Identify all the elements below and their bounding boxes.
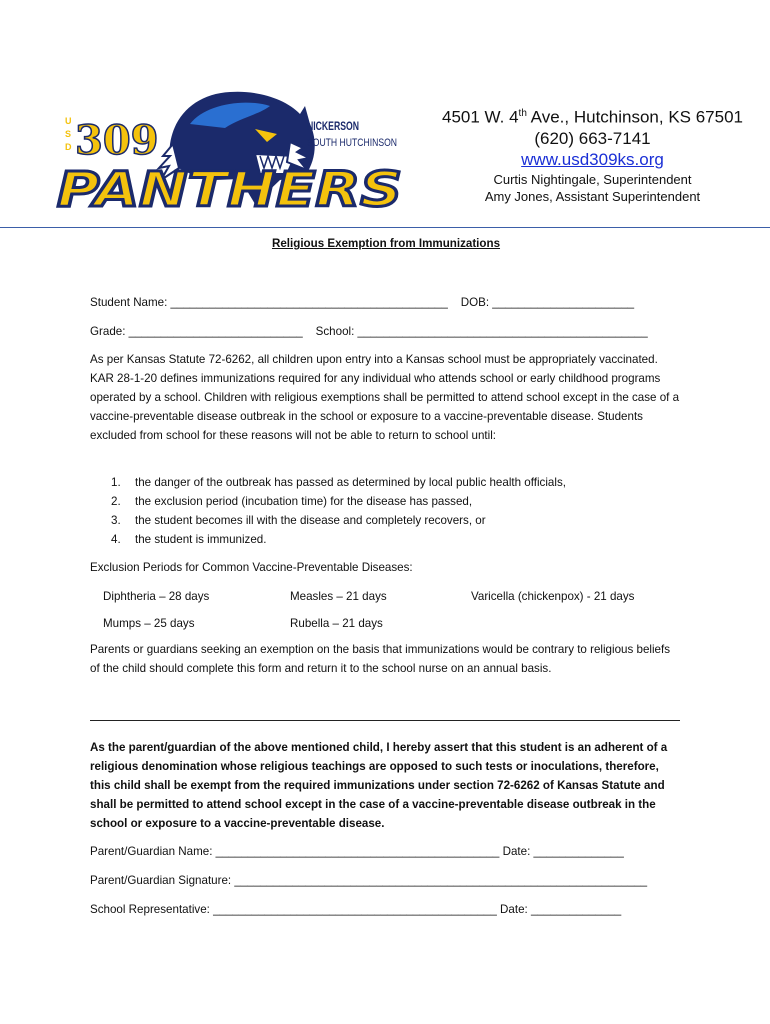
guardian-name-date-field[interactable]: Parent/Guardian Name: ____________________________________________ Date: ______________: [90, 845, 624, 858]
logo-team-name: PANTHERS: [57, 162, 402, 218]
statute-paragraph: As per Kansas Statute 72-6262, all children upon entry into a Kansas school must be appropriately vaccinated. KAR 28-1-20 defines immunizations required for any individual who attends school or early childhood programs operated by a school. Children with religious exemptions shall be permitted to attend school except in the case of a vaccine-preventable disease outbreak in the school or exposure to a vaccine-preventable disease. Students excluded from school for these reasons will not be able to return to school until:: [90, 353, 680, 442]
grade-school-field[interactable]: Grade: ___________________________ School: _____________________________________________: [90, 325, 648, 338]
logo-south-hutchinson: SOUTH HUTCHINSON: [307, 137, 398, 149]
form-title: Religious Exemption from Immunizations: [271, 237, 501, 250]
logo-usd-s: S: [65, 129, 72, 139]
student-name-dob-field[interactable]: Student Name: ___________________________________________ DOB: ______________________: [90, 296, 635, 309]
list-item: 1. the danger of the outbreak has passed as determined by local public health officials,: [111, 476, 566, 489]
parents-instructions: Parents or guardians seeking an exemption on the basis that immunizations would be contrary to religious beliefs of the child should complete this form and return it to the school nurse on an annual basis.: [90, 643, 671, 675]
list-item: 2. the exclusion period (incubation time) for the disease has passed,: [111, 495, 473, 508]
return-conditions-list: [90, 473, 682, 549]
district-phone: (620) 663-7141: [534, 128, 651, 148]
exclusion-mumps: Mumps – 25 days: [103, 617, 195, 630]
exclusion-diphtheria: Diphtheria – 28 days: [103, 590, 210, 603]
exclusion-measles: Measles – 21 days: [290, 590, 387, 603]
header-divider: [0, 227, 770, 228]
logo-usd-d: D: [65, 142, 72, 152]
guardian-signature-field[interactable]: Parent/Guardian Signature: ________________________________________________________________: [90, 874, 648, 887]
exclusion-heading: Exclusion Periods for Common Vaccine-Preventable Diseases:: [90, 561, 413, 574]
superintendent: Curtis Nightingale, Superintendent: [493, 171, 692, 187]
assistant-superintendent: Amy Jones, Assistant Superintendent: [484, 188, 701, 204]
exclusion-varicella: Varicella (chickenpox) - 21 days: [471, 590, 635, 603]
district-address: 4501 W. 4th Ave., Hutchinson, KS 67501: [441, 107, 744, 127]
exclusion-rubella: Rubella – 21 days: [290, 617, 383, 630]
usd309-panthers-logo: [55, 84, 410, 230]
logo-usd-u: U: [65, 116, 72, 126]
logo-nickerson: NICKERSON: [307, 119, 359, 133]
section-divider: [90, 720, 680, 721]
letterhead-contact: [420, 103, 765, 205]
district-website-link[interactable]: www.usd309ks.org: [521, 149, 664, 169]
parent-assertion: As the parent/guardian of the above mentioned child, I hereby assert that this student is an adherent of a religious denomination whose religious teachings are opposed to such tests or inoculations, therefore, this child shall be exempt from the required immunizations under section 72-6262 of Kansas Statute and shall be permitted to attend school except in the case of a vaccine-preventable disease outbreak in the school or exposure to a vaccine-preventable disease.: [90, 741, 668, 830]
school-representative-date-field[interactable]: School Representative: ____________________________________________ Date: ______________: [90, 903, 622, 916]
logo-district-number: 309: [75, 117, 159, 164]
list-item: 4. the student is immunized.: [111, 533, 267, 546]
list-item: 3. the student becomes ill with the disease and completely recovers, or: [111, 514, 486, 527]
